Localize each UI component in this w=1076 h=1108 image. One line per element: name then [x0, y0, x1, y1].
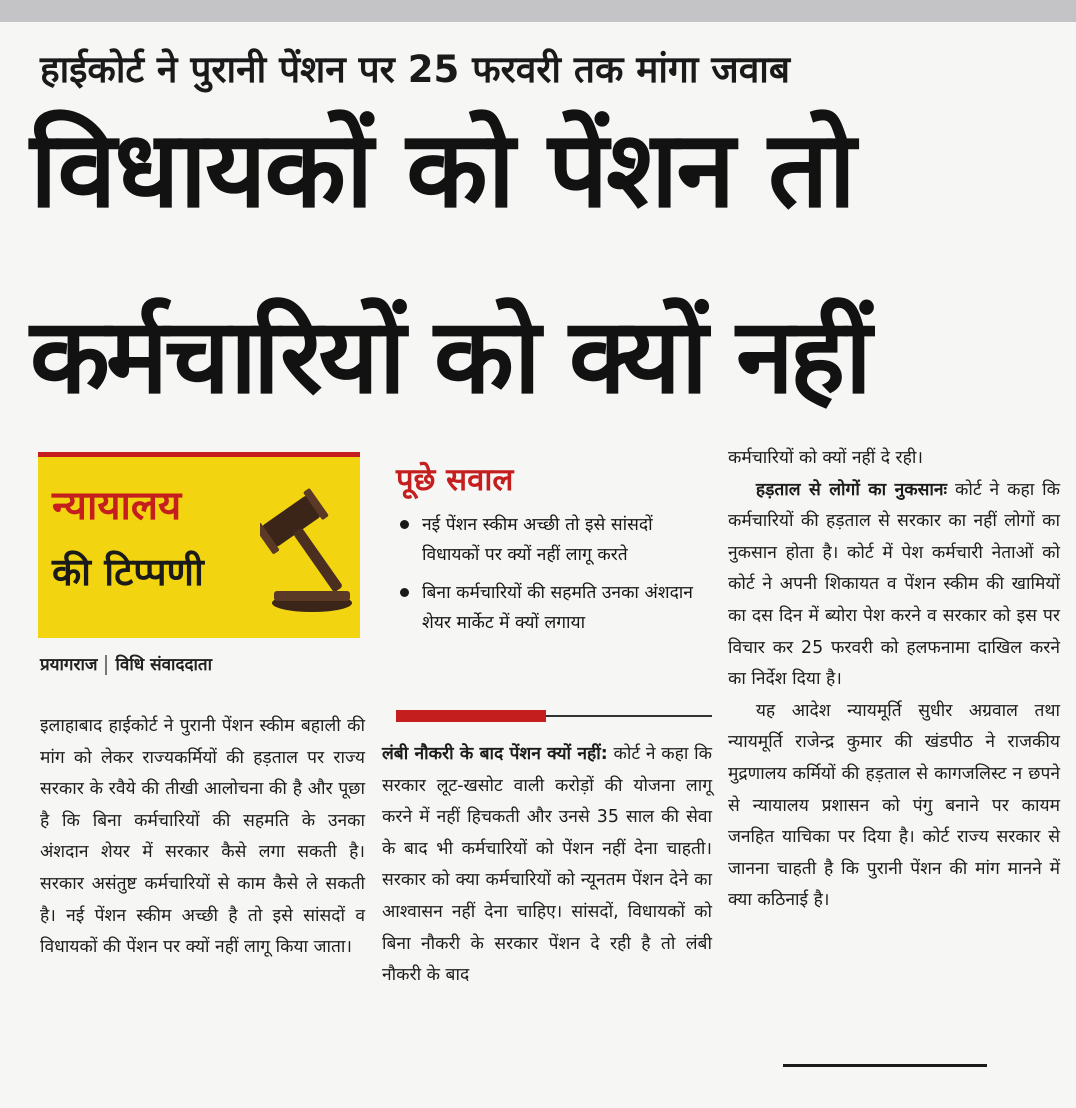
- headline-line-2: कर्मचारियों को क्यों नहीं: [30, 295, 868, 417]
- col3-para1-text: कोर्ट ने कहा कि कर्मचारियों की हड़ताल से सरकार का नहीं लोगों का नुकसान होता है। कोर्ट में पेश कर्मचारी नेताओं को कोर्ट ने अपनी शिकायत व पेंशन स्कीम की खामियों का दस दिन में ब्योरा पेश करने व सरकार को इस पर विचार कर 25 फरवरी को हलफनामा दाखिल करने का निर्देश दिया है।: [728, 479, 1061, 690]
- headline-line-1: विधायकों को पेंशन तो: [30, 108, 854, 231]
- question-text: नई पेंशन स्कीम अच्छी तो इसे सांसदों विधायकों पर क्यों नहीं लागू करते: [422, 515, 653, 565]
- byline-separator: [105, 655, 107, 675]
- byline-author: विधि संवाददाता: [115, 655, 213, 675]
- court-remark-box: [38, 452, 360, 638]
- col3-paragraph-1: [728, 475, 1060, 696]
- section-red-bar: [396, 710, 546, 722]
- intro-column: [40, 711, 365, 964]
- remark-title: न्यायालय: [52, 483, 182, 529]
- gavel-icon: [260, 485, 356, 615]
- section2-paragraph: [382, 739, 712, 992]
- section2-lead: लंबी नौकरी के बाद पेंशन क्यों नहीं:: [382, 744, 608, 764]
- byline: [40, 652, 212, 675]
- col3-lead: हड़ताल से लोगों का नुकसानः: [755, 479, 948, 500]
- kicker-headline: हाईकोर्ट ने पुरानी पेंशन पर 25 फरवरी तक मांगा जवाब: [40, 48, 791, 91]
- col3-paragraph-2: यह आदेश न्यायमूर्ति सुधीर अग्रवाल तथा न्यायमूर्ति राजेन्द्र कुमार की खंडपीठ ने राजकीय मुद्रणालय कर्मियों की हड़ताल से कागजलिस्ट न छपने से न्यायालय प्रशासन को पंगु बनाने पर कायम जनहित याचिका पर दिया है। कोर्ट राज्य सरकार से जानना चाहती है कि पुरानी पेंशन की मांग मानने में क्या कठिनाई है।: [728, 700, 1060, 911]
- byline-place: प्रयागराज: [40, 655, 98, 675]
- list-item: [396, 578, 706, 638]
- middle-column: [382, 739, 712, 992]
- remark-subtitle: की टिप्पणी: [52, 550, 204, 594]
- intro-paragraph: इलाहाबाद हाईकोर्ट ने पुरानी पेंशन स्कीम बहाली की मांग को लेकर राज्यकर्मियों की हड़ताल पर राज्य सरकार के रवैये की तीखी आलोचना की है और पूछा है कि बिना कर्मचारियों की सहमति के उनका अंशदान शेयर में सरकार कैसे लगा सकती है। सरकार असंतुष्ट कर्मचारियों से काम कैसे ले सकती है। नई पेंशन स्कीम अच्छी है तो इसे सांसदों व विधायकों की पेंशन पर क्यों नहीं लागू किया जाता।: [40, 716, 365, 958]
- bullet-icon: [400, 520, 409, 529]
- top-border: [0, 0, 1076, 22]
- continuation-line: कर्मचारियों को क्यों नहीं दे रही।: [728, 448, 923, 468]
- section-rule: [546, 715, 712, 717]
- list-item: [396, 510, 706, 570]
- questions-list: [396, 510, 706, 646]
- section2-text: कोर्ट ने कहा कि सरकार लूट-खसोट वाली करोड़ों की योजना लागू करने में नहीं हिचकती और उनसे 35 साल की सेवा के बाद भी कर्मचारियों को पेंशन नहीं देना चाहती। सरकार को क्या कर्मचारियों को न्यूनतम पेंशन देने का आश्वासन नहीं देना चाहिए। सांसदों, विधायकों को बिना नौकरी के सरकार पेंशन दे रही है तो लंबी नौकरी के बाद: [382, 744, 712, 986]
- right-column: [728, 443, 1060, 917]
- questions-title: पूछे सवाल: [396, 462, 514, 498]
- bullet-icon: [400, 588, 409, 597]
- question-text: बिना कर्मचारियों की सहमति उनका अंशदान शेयर मार्केट में क्यों लगाया: [422, 583, 693, 633]
- end-rule: [783, 1064, 987, 1067]
